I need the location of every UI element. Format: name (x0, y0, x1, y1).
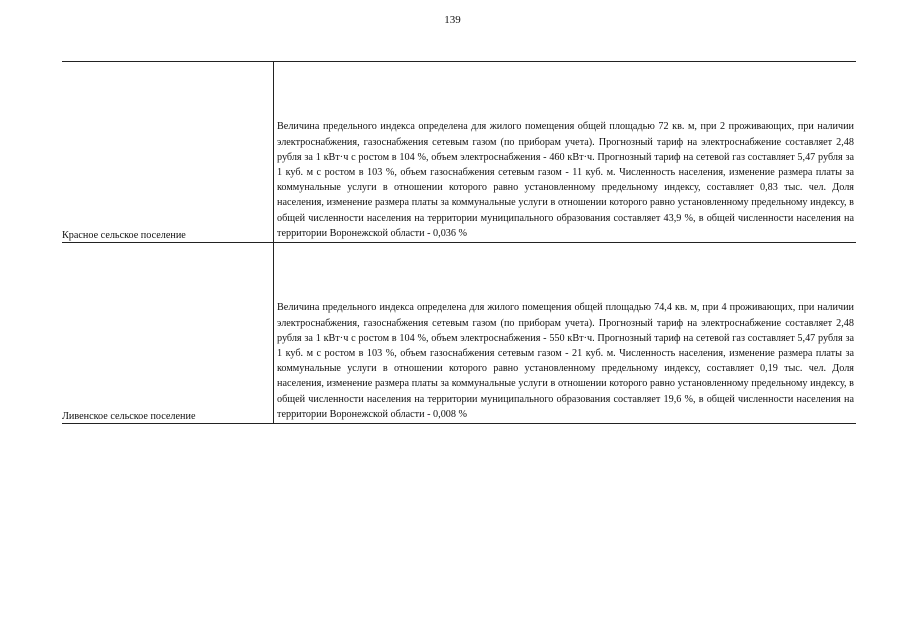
settlement-name-cell (62, 62, 274, 242)
index-description: Величина предельного индекса определена для жилого помещения общей площадью 74,4 кв. м, при 4 проживающих, при наличии электроснабжения, газоснабжения сетевым газом (по приборам учета). Прогнозный тариф на электроснабжение составляет 2,48 рубля за 1 кВт·ч с ростом в 104 %, объем электроснабжения - 550 кВт·ч. Прогнозный тариф на сетевой газ составляет 5,47 рубля за 1 куб. м с ростом в 103 %, объем газоснабжения сетевым газом - 21 куб. м. Численность населения, изменение размера платы за коммунальные услуги в отношении которого равно установленному предельному индексу, составляет 0,19 тыс. чел. Доля населения, изменение размера платы за коммунальные услуги в отношении которого равно установленному предельному индексу, в общей численности населения на территории муниципального образования составляет 19,6 %, в общей численности населения на территории Воронежской области - 0,008 % (277, 302, 854, 420)
settlement-name-cell (62, 243, 274, 423)
description-cell (274, 243, 856, 423)
settlement-table (62, 61, 856, 424)
index-description: Величина предельного индекса определена для жилого помещения общей площадью 72 кв. м, при 2 проживающих, при наличии электроснабжения, газоснабжения сетевым газом (по приборам учета). Прогнозный тариф на электроснабжение составляет 2,48 рубля за 1 кВт·ч с ростом в 104 %, объем электроснабжения - 460 кВт·ч. Прогнозный тариф на сетевой газ составляет 5,47 рубля за 1 куб. м с ростом в 103 %, объем газоснабжения сетевым газом - 11 куб. м. Численность населения, изменение размера платы за коммунальные услуги в отношении которого равно установленному предельному индексу, составляет 0,83 тыс. чел. Доля населения, изменение размера платы за коммунальные услуги в отношении которого равно установленному предельному индексу, в общей численности населения на территории муниципального образования составляет 43,9 %, в общей численности населения на территории Воронежской области - 0,036 % (277, 121, 854, 239)
table-row (62, 62, 856, 243)
settlement-name: Ливенское сельское поселение (62, 411, 196, 422)
settlement-name: Красное сельское поселение (62, 230, 186, 241)
description-cell (274, 62, 856, 242)
table-row (62, 243, 856, 424)
page-number: 139 (444, 14, 461, 26)
